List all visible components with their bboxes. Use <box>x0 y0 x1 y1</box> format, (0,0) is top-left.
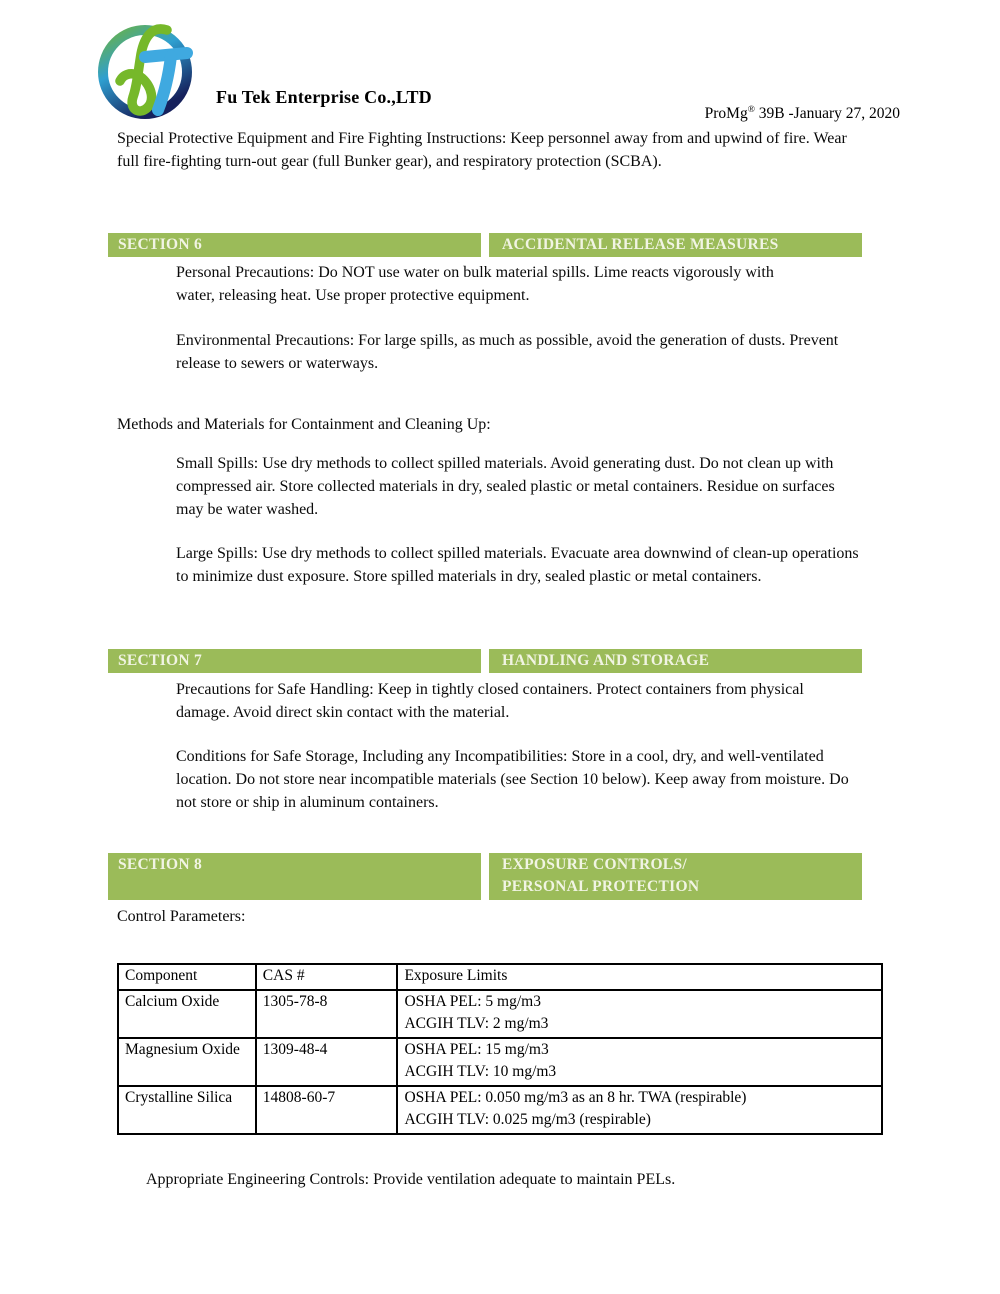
limits-cell <box>397 990 882 1038</box>
personal-precautions-paragraph: Personal Precautions: Do NOT use water on bulk material spills. Lime reacts vigorously with water, releasing heat. Use proper protective equipment. <box>176 264 774 304</box>
engineering-controls-paragraph: Appropriate Engineering Controls: Provide ventilation adequate to maintain PELs. <box>146 1171 676 1188</box>
doc-reference <box>705 105 900 123</box>
methods-materials-heading: Methods and Materials for Containment and Cleaning Up: <box>117 416 491 433</box>
osha-pel-value: OSHA PEL: 0.050 mg/m3 as an 8 hr. TWA (respirable) <box>404 1088 747 1106</box>
section8-title <box>489 853 862 900</box>
component-cell: Magnesium Oxide <box>118 1038 256 1086</box>
section8-header-bar <box>108 853 862 900</box>
column-header-component: Component <box>118 964 256 990</box>
registered-trademark-mark: ® <box>747 104 755 115</box>
section-bar-divider <box>481 853 489 900</box>
cas-cell: 1305-78-8 <box>256 990 398 1038</box>
section8-title-line1: EXPOSURE CONTROLS/ <box>502 856 687 873</box>
large-spills-paragraph: Large Spills: Use dry methods to collect spilled materials. Evacuate area downwind of clean-up operations to minimize dust exposure. Store spilled materials in dry, sealed plastic or metal containers. <box>176 545 859 585</box>
safe-storage-paragraph: Conditions for Safe Storage, Including any Incompatibilities: Store in a cool, dry, and well-ventilated location. Do not store near incompatible materials (see Section 10 below). Keep away from moisture. Do not store or ship in aluminum containers. <box>176 748 849 811</box>
company-logo <box>93 16 207 124</box>
section8-title-line2: PERSONAL PROTECTION <box>502 878 700 895</box>
fire-fighting-instructions-paragraph: Special Protective Equipment and Fire Fighting Instructions: Keep personnel away from and upwind of fire. Wear full fire-fighting turn-out gear (full Bunker gear), and respiratory protection (SCBA). <box>117 130 847 170</box>
table-row <box>118 1086 882 1134</box>
cas-cell: 1309-48-4 <box>256 1038 398 1086</box>
section7-label: SECTION 7 <box>108 649 481 673</box>
safe-handling-paragraph: Precautions for Safe Handling: Keep in tightly closed containers. Protect containers from physical damage. Avoid direct skin contact with the material. <box>176 681 804 721</box>
exposure-limits-table <box>117 963 883 1135</box>
section-bar-divider <box>481 649 489 673</box>
section6-title: ACCIDENTAL RELEASE MEASURES <box>489 233 862 257</box>
osha-pel-value: OSHA PEL: 15 mg/m3 <box>404 1040 549 1058</box>
column-header-cas: CAS # <box>256 964 398 990</box>
small-spills-paragraph: Small Spills: Use dry methods to collect spilled materials. Avoid generating dust. Do not clean up with compressed air. Store collected materials in dry, sealed plastic or metal containers. Residue on surfaces may be water washed. <box>176 455 835 518</box>
acgih-tlv-value: ACGIH TLV: 10 mg/m3 <box>404 1063 557 1080</box>
environmental-precautions-paragraph: Environmental Precautions: For large spills, as much as possible, avoid the generation of dusts. Prevent release to sewers or waterways. <box>176 332 839 372</box>
table-header-row <box>118 964 882 990</box>
fu-tek-logo-graphic <box>93 16 207 124</box>
cas-cell: 14808-60-7 <box>256 1086 398 1134</box>
acgih-tlv-value: ACGIH TLV: 0.025 mg/m3 (respirable) <box>404 1111 651 1128</box>
section7-title: HANDLING AND STORAGE <box>489 649 862 673</box>
acgih-tlv-value: ACGIH TLV: 2 mg/m3 <box>404 1015 549 1032</box>
table-row <box>118 990 882 1038</box>
section8-label: SECTION 8 <box>108 853 481 900</box>
table-row <box>118 1038 882 1086</box>
company-name: Fu Tek Enterprise Co.,LTD <box>216 87 432 107</box>
control-parameters-heading: Control Parameters: <box>117 908 246 925</box>
component-cell: Crystalline Silica <box>118 1086 256 1134</box>
doc-ref-product: ProMg <box>704 105 748 122</box>
section6-header-bar <box>108 233 862 257</box>
limits-cell <box>397 1086 882 1134</box>
column-header-exposure-limits: Exposure Limits <box>397 964 882 990</box>
component-cell: Calcium Oxide <box>118 990 256 1038</box>
doc-ref-date: 39B -January 27, 2020 <box>754 105 900 122</box>
section6-label: SECTION 6 <box>108 233 481 257</box>
section-bar-divider <box>481 233 489 257</box>
section7-header-bar <box>108 649 862 673</box>
limits-cell <box>397 1038 882 1086</box>
osha-pel-value: OSHA PEL: 5 mg/m3 <box>404 992 541 1010</box>
